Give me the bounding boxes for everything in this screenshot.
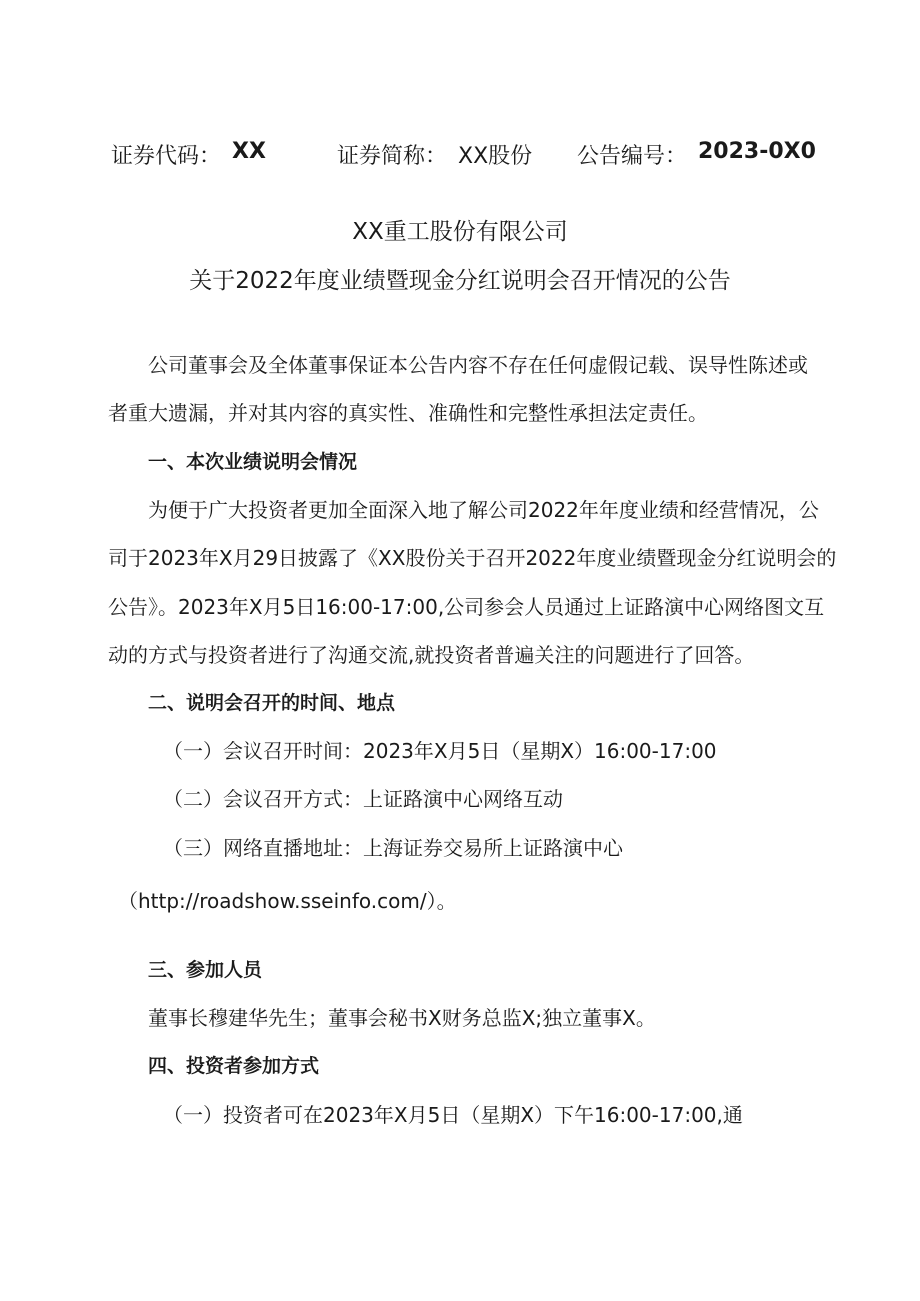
section-1-line-4: 动的方式与投资者进行了沟通交流,就投资者普遍关注的问题进行了回答。 [108, 643, 755, 667]
section-4-heading: 四、投资者参加方式 [148, 1055, 320, 1077]
stock-abbr-value: XX股份 [458, 144, 533, 169]
section-1-line-1: 为便于广大投资者更加全面深入地了解公司2022年年度业绩和经营情况，公 [148, 498, 819, 522]
announcement-title: 关于2022年度业绩暨现金分红说明会召开情况的公告 [189, 268, 731, 294]
intro-line-2: 者重大遗漏，并对其内容的真实性、准确性和完整性承担法定责任。 [108, 401, 708, 425]
section-3-heading: 三、参加人员 [148, 959, 263, 981]
section-2-heading: 二、说明会召开的时间、地点 [148, 692, 396, 714]
company-title: XX重工股份有限公司 [352, 219, 568, 245]
stock-code-label: 证券代码： [111, 144, 222, 169]
section-2-item-3: （三）网络直播地址：上海证券交易所上证路演中心 [163, 836, 623, 860]
section-1-heading: 一、本次业绩说明会情况 [148, 451, 358, 473]
intro-line-1: 公司董事会及全体董事保证本公告内容不存在任何虚假记载、误导性陈述或 [148, 353, 808, 377]
notice-number-value: 2023-0X0 [698, 139, 816, 164]
stock-code-value: XX [232, 139, 266, 164]
notice-number-label: 公告编号： [577, 144, 688, 169]
roadshow-url: （http://roadshow.sseinfo.com/）。 [118, 889, 457, 913]
section-1-line-2: 司于2023年X月29日披露了《XX股份关于召开2022年度业绩暨现金分红说明会的 [108, 546, 837, 570]
section-2-item-1: （一）会议召开时间：2023年X月5日（星期X）16:00-17:00 [163, 739, 717, 763]
section-3-line-1: 董事长穆建华先生；董事会秘书X财务总监X;独立董事X。 [148, 1006, 656, 1030]
section-4-item-1: （一）投资者可在2023年X月5日（星期X）下午16:00-17:00,通 [163, 1103, 743, 1127]
section-2-item-2: （二）会议召开方式：上证路演中心网络互动 [163, 787, 563, 811]
stock-abbr-label: 证券简称： [337, 144, 448, 169]
announcement-header [0, 139, 920, 167]
section-1-line-3: 公告》。2023年X月5日16:00-17:00,公司参会人员通过上证路演中心网络图文互 [108, 595, 825, 619]
